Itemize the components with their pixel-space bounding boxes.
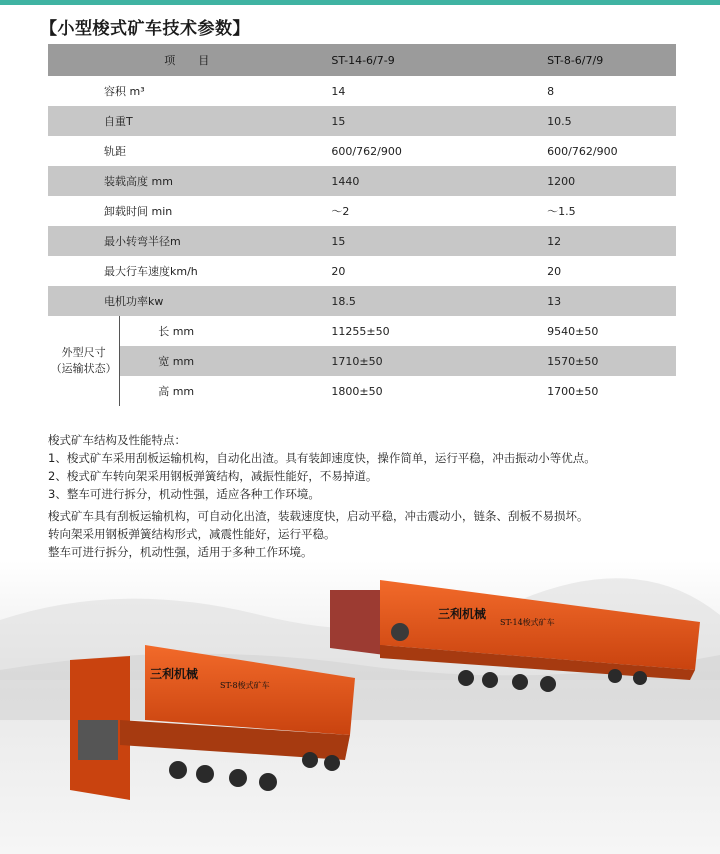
- value-a: 11255±50: [331, 316, 547, 346]
- feature-point: 3、整车可进行拆分，机动性强，适应各种工作环境。: [48, 487, 320, 501]
- top-accent-bar: [0, 0, 720, 5]
- features-text: [48, 431, 688, 579]
- table-row: [48, 136, 676, 166]
- value-b: 20: [547, 256, 675, 286]
- value-b: 10.5: [547, 106, 675, 136]
- value-b: 1570±50: [547, 346, 675, 376]
- table-row: [48, 166, 676, 196]
- value-a: 14: [331, 76, 547, 106]
- row-label: 自重T: [48, 106, 331, 136]
- wheel: [512, 674, 528, 690]
- wheel: [324, 755, 340, 771]
- header-model-b: ST-8-6/7/9: [547, 44, 675, 76]
- wheel: [229, 769, 247, 787]
- row-label: 最大行车速度km/h: [48, 256, 331, 286]
- row-label: 最小转弯半径m: [48, 226, 331, 256]
- table-row: [48, 106, 676, 136]
- row-label: 卸载时间 min: [48, 196, 331, 226]
- row-label: 宽 mm: [120, 346, 332, 376]
- value-a: 600/762/900: [331, 136, 547, 166]
- value-a: 1710±50: [331, 346, 547, 376]
- value-b: 13: [547, 286, 675, 316]
- row-label: 长 mm: [120, 316, 332, 346]
- value-b: ～1.5: [547, 196, 675, 226]
- brand-mark: 三利机械: [438, 607, 487, 621]
- dimensions-sublabel: （运输状态）: [50, 362, 117, 375]
- value-a: 1800±50: [331, 376, 547, 406]
- cart-rear-plate: [330, 590, 385, 655]
- row-label: 容积 m³: [48, 76, 331, 106]
- value-a: 15: [331, 226, 547, 256]
- row-label: 电机功率kw: [48, 286, 331, 316]
- wheel: [196, 765, 214, 783]
- wheel: [302, 752, 318, 768]
- wheel: [259, 773, 277, 791]
- features-heading: 梭式矿车结构及性能特点：: [48, 433, 186, 447]
- description-line: 梭式矿车具有刮板运输机构，可自动化出渣，装载速度快，启动平稳，冲击震动小，链条、刮板不易损坏。: [48, 509, 589, 523]
- brand-mark: 三利机械: [150, 667, 199, 681]
- row-label: 轨距: [48, 136, 331, 166]
- header-model-a: ST-14-6/7-9: [331, 44, 547, 76]
- description-line: 整车可进行拆分，机动性强，适用于多种工作环境。: [48, 545, 313, 559]
- drive-pulley: [391, 623, 409, 641]
- table-row: [48, 256, 676, 286]
- page-title: 【小型梭式矿车技术参数】: [40, 19, 250, 39]
- value-b: 12: [547, 226, 675, 256]
- feature-point: 2、梭式矿车转向架采用钢板弹簧结构，减振性能好，不易掉道。: [48, 469, 378, 483]
- wheel: [633, 671, 647, 685]
- model-mark: ST-8梭式矿车: [220, 681, 270, 690]
- value-b: 9540±50: [547, 316, 675, 346]
- spec-table: [48, 44, 676, 406]
- table-row: [48, 76, 676, 106]
- dimensions-label: 外型尺寸: [61, 346, 106, 359]
- value-a: 15: [331, 106, 547, 136]
- table-row: [48, 316, 676, 346]
- wheel: [540, 676, 556, 692]
- product-photo: [0, 560, 720, 854]
- description-line: 转向架采用钢板弹簧结构形式，减震性能好，运行平稳。: [48, 527, 336, 541]
- value-b: 600/762/900: [547, 136, 675, 166]
- header-item: 项 目: [48, 44, 331, 76]
- model-mark: ST-14梭式矿车: [500, 618, 555, 627]
- row-label: 高 mm: [120, 376, 332, 406]
- table-row: [48, 226, 676, 256]
- wheel: [458, 670, 474, 686]
- value-a: 20: [331, 256, 547, 286]
- value-b: 1200: [547, 166, 675, 196]
- value-b: 8: [547, 76, 675, 106]
- table-header-row: [48, 44, 676, 76]
- table-row: [48, 346, 676, 376]
- wheel: [169, 761, 187, 779]
- table-row: [48, 376, 676, 406]
- wheel: [482, 672, 498, 688]
- wheel: [608, 669, 622, 683]
- value-a: 18.5: [331, 286, 547, 316]
- value-a: ～2: [331, 196, 547, 226]
- value-a: 1440: [331, 166, 547, 196]
- cart-mechanism: [78, 720, 118, 760]
- dimensions-group-label: [48, 316, 120, 406]
- value-b: 1700±50: [547, 376, 675, 406]
- row-label: 装载高度 mm: [48, 166, 331, 196]
- feature-point: 1、梭式矿车采用刮板运输机构，自动化出渣。具有装卸速度快，操作简单，运行平稳，冲击振动小等优点。: [48, 451, 596, 465]
- table-row: [48, 196, 676, 226]
- table-row: [48, 286, 676, 316]
